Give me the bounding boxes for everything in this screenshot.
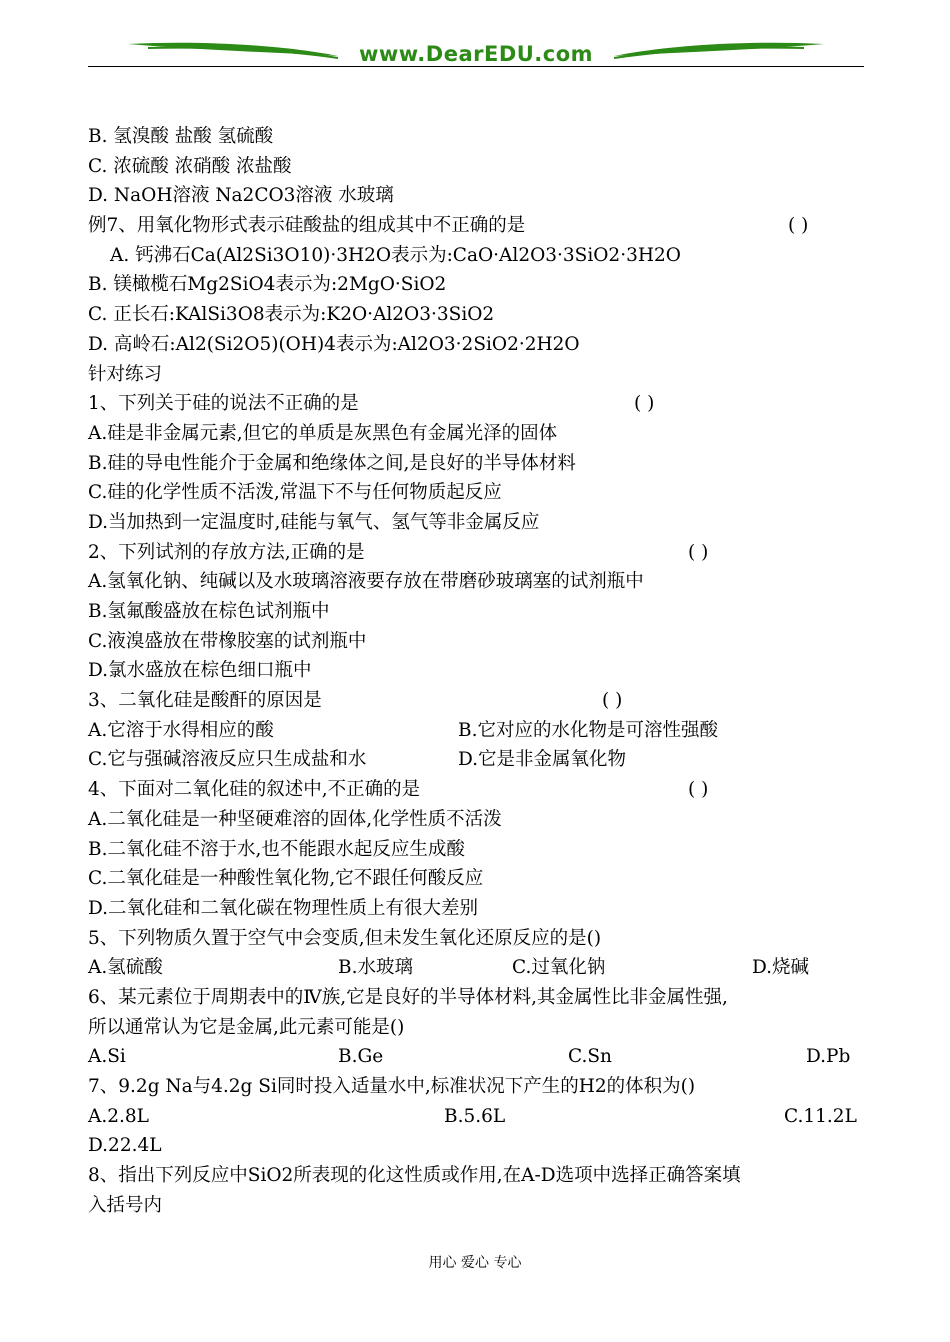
text-segment: B. 镁橄榄石Mg2SiO4表示为:2MgO·SiO2 [88, 274, 447, 296]
text-segment: D.22.4L [88, 1135, 162, 1157]
text-segment: C.二氧化硅是一种酸性氧化物,它不跟任何酸反应 [88, 868, 484, 890]
text-segment: B.Ge [338, 1046, 384, 1068]
text-line [88, 597, 868, 627]
header-divider [88, 66, 864, 67]
text-segment: B.5.6L [444, 1105, 506, 1127]
text-line [88, 122, 868, 152]
text-segment: 7、9.2g Na与4.2g Si同时投入适量水中,标准状况下产生的H2的体积为() [88, 1076, 696, 1097]
text-segment: D.Pb [806, 1046, 851, 1068]
text-line [88, 270, 868, 300]
text-line [88, 211, 868, 241]
text-line [88, 1013, 868, 1043]
text-line [88, 478, 868, 508]
text-segment: D. 高岭石:Al2(Si2O5)(OH)4表示为:Al2O3·2SiO2·2H2O [88, 333, 580, 355]
text-segment: 6、某元素位于周期表中的Ⅳ族,它是良好的半导体材料,其金属性比非金属性强, [88, 986, 728, 1008]
text-segment: 8、指出下列反应中SiO2所表现的化这性质或作用,在A-D选项中选择正确答案填 [88, 1165, 741, 1187]
text-segment: 1、下列关于硅的说法不正确的是 [88, 393, 359, 415]
text-segment: A.氢硫酸 [88, 957, 163, 979]
text-segment: 入括号内 [88, 1194, 163, 1216]
text-line [88, 181, 868, 211]
text-line [88, 449, 868, 479]
text-line [88, 1131, 868, 1161]
text-segment: D.氯水盛放在棕色细口瓶中 [88, 660, 312, 682]
text-segment: ( ) [688, 541, 709, 563]
text-segment: 例7、用氧化物形式表示硅酸盐的组成其中不正确的是 [88, 215, 526, 237]
text-segment: D.烧碱 [752, 957, 810, 979]
text-segment: B.它对应的水化物是可溶性强酸 [458, 719, 718, 741]
text-line [88, 983, 868, 1013]
text-segment: B. 氢溴酸 盐酸 氢硫酸 [88, 126, 274, 147]
text-segment: B.氢氟酸盛放在棕色试剂瓶中 [88, 601, 330, 622]
text-line [88, 924, 868, 954]
text-line [88, 152, 868, 182]
text-line [88, 656, 868, 686]
text-line [88, 686, 868, 716]
text-segment: ( ) [634, 393, 655, 415]
site-logo[interactable]: www.DearEDU.com [358, 42, 594, 66]
text-segment: B.水玻璃 [338, 957, 413, 979]
text-segment: 5、下列物质久置于空气中会变质,但未发生氧化还原反应的是() [88, 927, 602, 949]
text-line [88, 775, 868, 805]
text-line [88, 1072, 868, 1102]
text-line [88, 300, 868, 330]
text-line [88, 953, 868, 983]
text-segment: A.硅是非金属元素,但它的单质是灰黑色有金属光泽的固体 [88, 422, 558, 444]
page-footer: 用心 爱心 专心 [428, 1255, 522, 1271]
text-segment: 4、下面对二氧化硅的叙述中,不正确的是 [88, 779, 421, 801]
text-line [88, 389, 868, 419]
text-line [88, 1191, 868, 1221]
text-segment: B.硅的导电性能介于金属和绝缘体之间,是良好的半导体材料 [88, 452, 576, 474]
text-segment: C.液溴盛放在带橡胶塞的试剂瓶中 [88, 630, 367, 652]
text-segment: A.2.8L [88, 1105, 149, 1127]
text-line [88, 627, 868, 657]
text-segment: C.过氧化钠 [512, 957, 606, 979]
text-segment: A. 钙沸石Ca(Al2Si3O10)·3H2O表示为:CaO·Al2O3·3SiO2·3H2O [110, 244, 681, 266]
text-segment: A.二氧化硅是一种坚硬难溶的固体,化学性质不活泼 [88, 808, 502, 830]
text-segment: C. 正长石:KAlSi3O8表示为:K2O·Al2O3·3SiO2 [88, 304, 495, 326]
text-segment: D. NaOH溶液 Na2CO3溶液 水玻璃 [88, 185, 394, 207]
text-segment: D.它是非金属氧化物 [458, 749, 627, 771]
site-header [88, 36, 864, 70]
text-line [88, 1161, 868, 1191]
text-line [88, 745, 868, 775]
text-line [88, 508, 868, 538]
text-segment: B.二氧化硅不溶于水,也不能跟水起反应生成酸 [88, 838, 465, 860]
text-segment: 2、下列试剂的存放方法,正确的是 [88, 541, 365, 563]
text-segment: C. 浓硫酸 浓硝酸 浓盐酸 [88, 155, 292, 177]
text-segment: A.它溶于水得相应的酸 [88, 719, 274, 741]
text-line [88, 241, 868, 271]
text-segment: D.当加热到一定温度时,硅能与氧气、氢气等非金属反应 [88, 511, 540, 533]
text-segment: A.氢氧化钠、纯碱以及水玻璃溶液要存放在带磨砂玻璃塞的试剂瓶中 [88, 571, 644, 593]
text-segment: C.硅的化学性质不活泼,常温下不与任何物质起反应 [88, 482, 502, 504]
text-line [88, 805, 868, 835]
text-segment: C.Sn [568, 1046, 612, 1068]
text-line [88, 360, 868, 390]
text-segment: C.11.2L [784, 1105, 857, 1127]
text-segment: ( ) [688, 779, 709, 801]
text-segment: D.二氧化硅和二氧化碳在物理性质上有很大差别 [88, 897, 479, 919]
document-body [88, 122, 868, 1220]
text-line [88, 567, 868, 597]
text-line [88, 419, 868, 449]
text-line [88, 716, 868, 746]
text-segment: 所以通常认为它是金属,此元素可能是() [88, 1016, 405, 1038]
text-line [88, 835, 868, 865]
text-line [88, 1042, 868, 1072]
text-segment: ( ) [788, 215, 809, 237]
text-line [88, 1102, 868, 1132]
text-segment: A.Si [88, 1046, 126, 1068]
text-segment: C.它与强碱溶液反应只生成盐和水 [88, 749, 367, 771]
text-line [88, 894, 868, 924]
text-segment: 针对练习 [88, 363, 163, 385]
text-line [88, 330, 868, 360]
text-line [88, 864, 868, 894]
text-segment: ( ) [602, 690, 623, 712]
text-line [88, 538, 868, 568]
text-segment: 3、二氧化硅是酸酐的原因是 [88, 690, 322, 712]
